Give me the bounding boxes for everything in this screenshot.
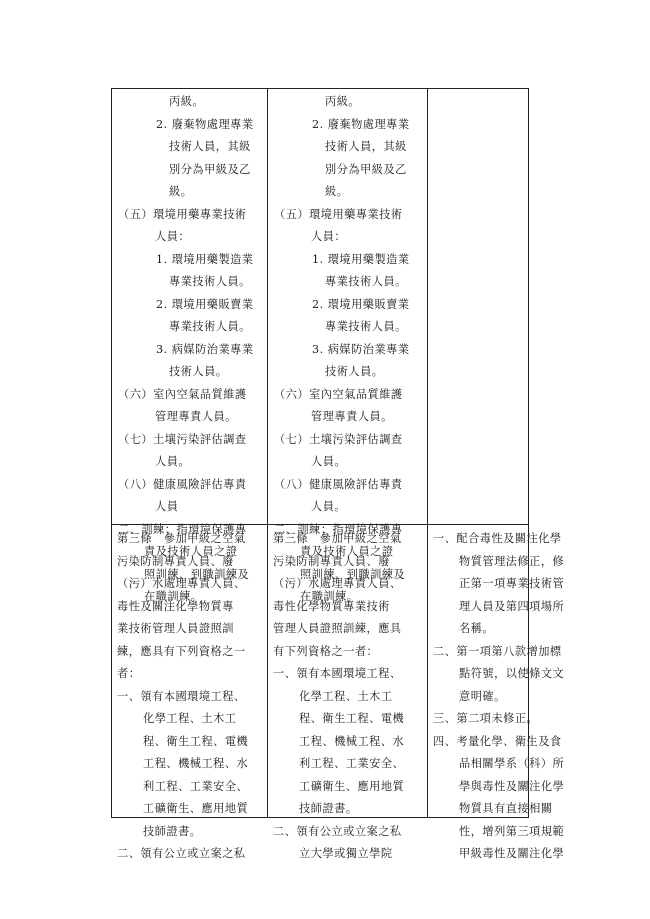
cell-text-line: 二、第一項第八款增加標 [433, 644, 562, 658]
cell-text-line: 毒性化學物質專業技術 [273, 599, 390, 613]
cell-text-line: 技師證書。 [299, 802, 358, 815]
cell-text-line: 管理專責人員。 [311, 410, 393, 423]
cell-text-line: 程、衛生工程、電機 [143, 734, 249, 748]
cell-text-line: 利工程、工業安全、 [299, 757, 405, 770]
cell-text-line: 管理專責人員。 [155, 410, 237, 423]
cell-text-line: 一、領有本國環境工程、 [117, 689, 246, 703]
cell-text-line: 專業技術人員。 [325, 275, 407, 288]
cell-text-line: 人員 [155, 500, 179, 513]
cell-text-line: 業技術管理人員證照訓 [117, 622, 234, 635]
cell-text-line: 意明確。 [459, 689, 506, 703]
cell-text-line: 人員： [155, 230, 191, 243]
cell-text-line: 二、訓練：指環境保護專 [118, 522, 247, 536]
cell-text-line: （八）健康風險評估專責 [118, 477, 247, 491]
cell-text-line: 三、第二項未修正。 [433, 712, 539, 725]
cell-text-line: （污）水處理專責人員、 [117, 577, 246, 590]
cell-text-line: 專業技術人員。 [169, 320, 251, 333]
cell-text-line: 工礦衛生、應用地質 [143, 802, 249, 815]
cell-text-line: 在職訓練。 [300, 590, 359, 603]
table-top-border [111, 88, 529, 89]
cell-text-line: 技術人員，其級 [169, 140, 251, 153]
cell-text-line: 毒性及關注化學物質專 [117, 599, 234, 613]
comparison-table [111, 88, 565, 860]
cell-text-line: 人員。 [311, 455, 347, 468]
cell-text-line: （七）土壤污染評估調查 [274, 432, 403, 446]
cell-text-line: 人員。 [155, 455, 191, 468]
cell-text-line: （五）環境用藥專業技術 [118, 207, 247, 221]
cell-text-line: 管理人員證照訓練，應具 [273, 622, 402, 635]
column-divider-2 [427, 88, 428, 818]
cell-text-line: 級。 [325, 185, 349, 198]
cell-text-line: 1. 環境用藥製造業 [156, 252, 254, 266]
cell-text-line: 3. 病媒防治業專業 [156, 342, 254, 356]
cell-text-line: 立大學或獨立學院 [299, 847, 393, 860]
cell-text-line: （六）室內空氣品質維護 [118, 387, 247, 401]
cell-text-line: （八）健康風險評估專責 [274, 477, 403, 491]
cell-text-line: 照訓練、到職訓練及 [144, 567, 250, 581]
column-divider-1 [267, 88, 268, 818]
cell-text-line: 2. 廢棄物處理專業 [156, 117, 254, 131]
cell-text-line: 別分為甲級及乙 [169, 162, 251, 176]
cell-text-line: 專業技術人員。 [325, 320, 407, 333]
cell-text-line: 名稱。 [459, 622, 495, 635]
cell-text-line: 污染防制專責人員、廢 [273, 554, 390, 568]
cell-text-line: 者： [117, 667, 141, 680]
cell-text-line: 學與毒性及關注化學 [459, 779, 565, 793]
cell-text-line: 責及技術人員之證 [300, 545, 394, 558]
cell-text-line: 物質管理法修正，修 [459, 554, 565, 568]
cell-text-line: 污染防制專責人員、廢 [117, 554, 234, 568]
cell-text-line: 專業技術人員。 [169, 275, 251, 288]
table-left-border [111, 88, 112, 818]
cell-text-line: 2. 環境用藥販賣業 [156, 297, 254, 311]
cell-text-line: 性，增列第三項規範 [459, 824, 565, 838]
cell-text-line: 2. 環境用藥販賣業 [312, 297, 410, 311]
cell-text-line: 責及技術人員之證 [144, 545, 238, 558]
cell-text-line: 2. 廢棄物處理專業 [312, 117, 410, 131]
cell-text-line: 二、訓練：指環境保護專 [274, 522, 403, 536]
cell-text-line: 程、衛生工程、電機 [299, 712, 405, 725]
cell-text-line: 人員。 [311, 500, 347, 513]
cell-text-line: （七）土壤污染評估調查 [118, 432, 247, 446]
cell-text-line: 四、考量化學、衛生及食 [433, 734, 562, 748]
cell-text-line: 別分為甲級及乙 [325, 162, 407, 176]
cell-text-line: 物質具有直接相關 [459, 802, 553, 815]
cell-text-line: 一、配合毒性及關注化學 [433, 532, 562, 545]
cell-text-line: 技術人員。 [325, 365, 384, 378]
cell-text-line: 品相關學系（科）所 [459, 757, 565, 770]
lower-left-cell [115, 528, 265, 866]
cell-text-line: （五）環境用藥專業技術 [274, 207, 403, 221]
cell-text-line: 練，應具有下列資格之一 [117, 644, 246, 658]
cell-text-line: 技師證書。 [143, 824, 202, 838]
cell-text-line: 第三條 參加甲級之空氣 [117, 532, 246, 545]
cell-text-line: 甲級毒性及關注化學 [459, 847, 565, 860]
cell-text-line: 二、領有公立或立案之私 [273, 824, 402, 838]
cell-text-line: 工程、機械工程、水 [143, 757, 249, 770]
cell-text-line: 化學工程、土木工 [143, 712, 237, 725]
cell-text-line: 人員： [311, 230, 347, 243]
cell-text-line: 丙級。 [325, 95, 361, 108]
cell-text-line: 技術人員，其級 [325, 140, 407, 153]
cell-text-line: 3. 病媒防治業專業 [312, 342, 410, 356]
cell-text-line: （六）室內空氣品質維護 [274, 387, 403, 401]
cell-text-line: 照訓練、到職訓練及 [300, 567, 406, 581]
cell-text-line: 技術人員。 [169, 365, 228, 378]
cell-text-line: 丙級。 [169, 95, 205, 108]
cell-text-line: 二、領有公立或立案之私 [117, 847, 246, 860]
lower-right-cell [431, 528, 565, 866]
cell-text-line: 第三條 參加甲級之空氣 [273, 532, 402, 545]
cell-text-line: 化學工程、土木工 [299, 689, 393, 703]
cell-text-line: 點符號，以使條文文 [459, 667, 565, 680]
cell-text-line: 理人員及第四項場所 [459, 599, 565, 613]
cell-text-line: 工礦衛生、應用地質 [299, 779, 405, 793]
cell-text-line: 級。 [169, 185, 193, 198]
cell-text-line: （污）水處理專責人員、 [273, 577, 402, 590]
cell-text-line: 利工程、工業安全、 [143, 779, 249, 793]
cell-text-line: 一、領有本國環境工程、 [273, 667, 402, 680]
cell-text-line: 工程、機械工程、水 [299, 734, 405, 748]
cell-text-line: 在職訓練。 [144, 590, 203, 603]
cell-text-line: 1. 環境用藥製造業 [312, 252, 410, 266]
lower-middle-cell [271, 528, 425, 866]
cell-text-line: 有下列資格之一者： [273, 644, 379, 658]
cell-text-line: 正第一項專業技術管 [459, 577, 565, 590]
